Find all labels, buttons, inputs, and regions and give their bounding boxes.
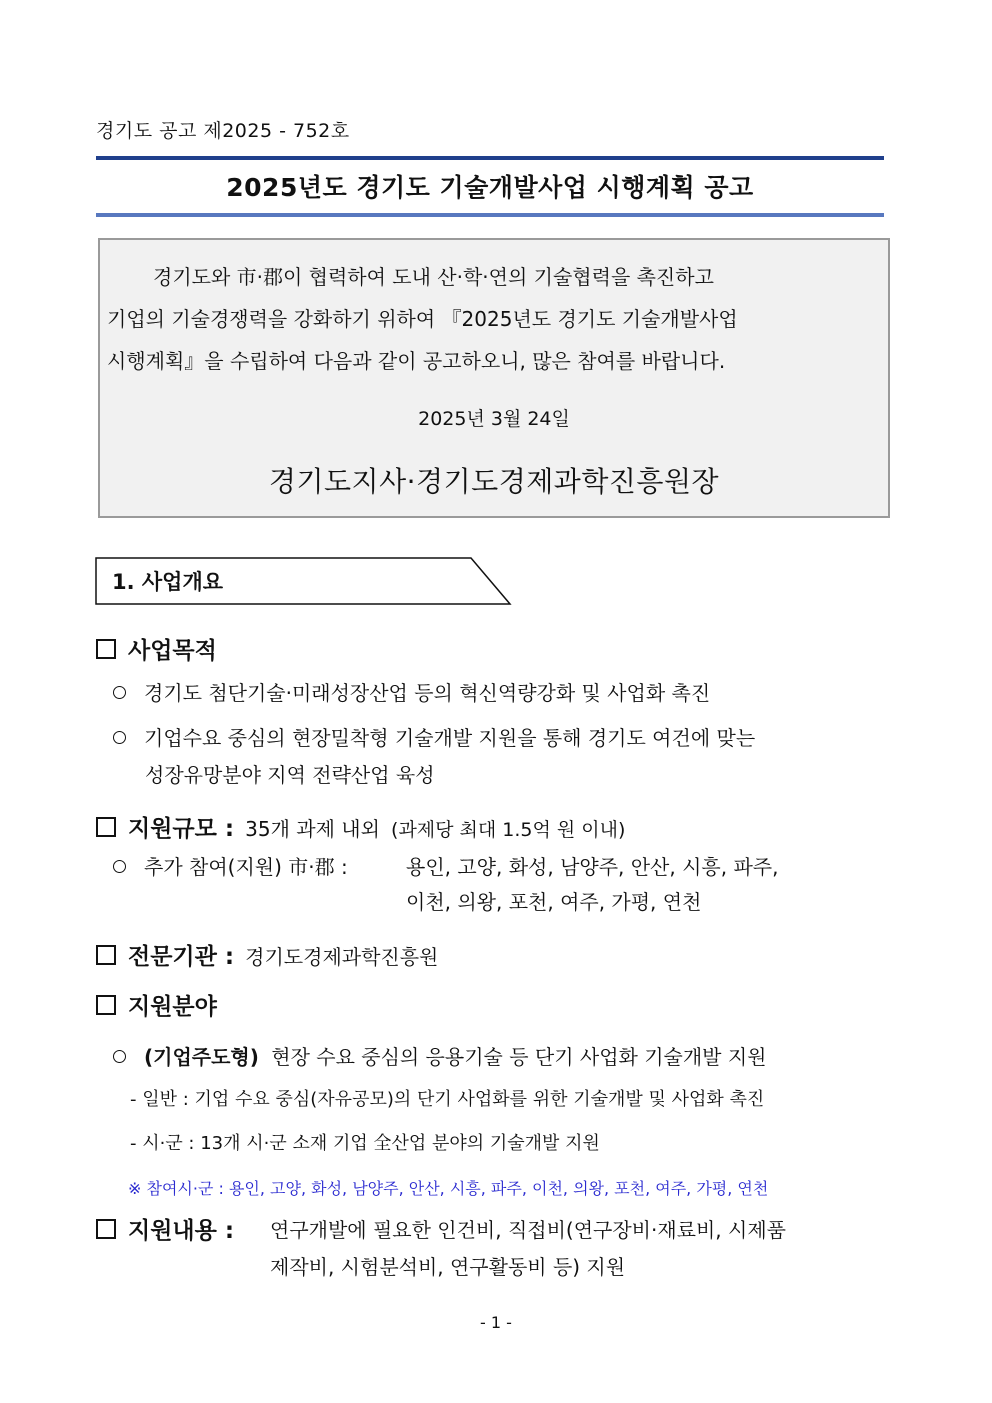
purpose-item-1: 경기도 첨단기술·미래성장산업 등의 혁신역량강화 및 사업화 촉진 — [113, 677, 710, 706]
purpose-item-2-cont: 성장유망분야 지역 전략산업 육성 — [145, 763, 435, 787]
fields-note: ※ 참여시·군 : 용인, 고양, 화성, 남양주, 안산, 시흥, 파주, 이천, 의왕, 포천, 여주, 가평, 연천 — [128, 1179, 769, 1198]
circle-bullet-icon — [113, 1050, 126, 1063]
title-rule-top — [96, 156, 884, 160]
intro-paragraph — [107, 256, 885, 382]
intro-line-3: 시행계획』을 수립하여 다음과 같이 공고하오니, 많은 참여를 바랍니다. — [107, 349, 726, 373]
content-row: 지원내용 : — [96, 1212, 234, 1245]
circle-bullet-icon — [113, 860, 126, 873]
page-number: - 1 - — [480, 1313, 512, 1332]
scale-row: 지원규모 : 35개 과제 내외 (과제당 최대 1.5억 원 이내) — [96, 810, 625, 843]
checkbox-icon — [96, 639, 116, 659]
purpose-heading: 사업목적 — [96, 632, 217, 665]
notice-date: 2025년 3월 24일 — [418, 408, 570, 430]
page-title: 2025년도 경기도 기술개발사업 시행계획 공고 — [226, 173, 754, 202]
fields-local: - 시·군 : 13개 시·군 소재 기업 全산업 분야의 기술개발 지원 — [130, 1133, 600, 1154]
purpose-item-2: 기업수요 중심의 현장밀착형 기술개발 지원을 통해 경기도 여건에 맞는 — [113, 722, 755, 751]
content-line-2: 제작비, 시험분석비, 연구활동비 등) 지원 — [270, 1255, 626, 1279]
checkbox-icon — [96, 945, 116, 965]
fields-heading: 지원분야 — [96, 988, 217, 1021]
scale-sub-line-1: 용인, 고양, 화성, 남양주, 안산, 시흥, 파주, — [406, 855, 779, 879]
intro-line-1: 경기도와 市·郡이 협력하여 도내 산·학·연의 기술협력을 촉진하고 — [153, 265, 714, 289]
signatory: 경기도지사·경기도경제과학진흥원장 — [268, 465, 720, 498]
checkbox-icon — [96, 817, 116, 837]
section-title: 1. 사업개요 — [112, 570, 224, 594]
title-rule-bottom — [96, 213, 884, 217]
circle-bullet-icon — [113, 731, 126, 744]
content-line-1: 연구개발에 필요한 인건비, 직접비(연구장비·재료비, 시제품 — [270, 1218, 786, 1242]
circle-bullet-icon — [113, 686, 126, 699]
checkbox-icon — [96, 1219, 116, 1239]
intro-line-2: 기업의 기술경쟁력을 강화하기 위하여 『2025년도 경기도 기술개발사업 — [107, 307, 738, 331]
notice-number: 경기도 공고 제2025 - 752호 — [96, 120, 350, 142]
agency-row: 전문기관 : 경기도경제과학진흥원 — [96, 938, 438, 971]
fields-type: (기업주도형) 현장 수요 중심의 응용기술 등 단기 사업화 기술개발 지원 — [113, 1041, 766, 1070]
scale-sub-line-2: 이천, 의왕, 포천, 여주, 가평, 연천 — [406, 890, 702, 914]
checkbox-icon — [96, 995, 116, 1015]
scale-sub: 추가 참여(지원) 市·郡 : — [113, 851, 348, 880]
fields-general: - 일반 : 기업 수요 중심(자유공모)의 단기 사업화를 위한 기술개발 및 사업화 촉진 — [130, 1089, 765, 1110]
